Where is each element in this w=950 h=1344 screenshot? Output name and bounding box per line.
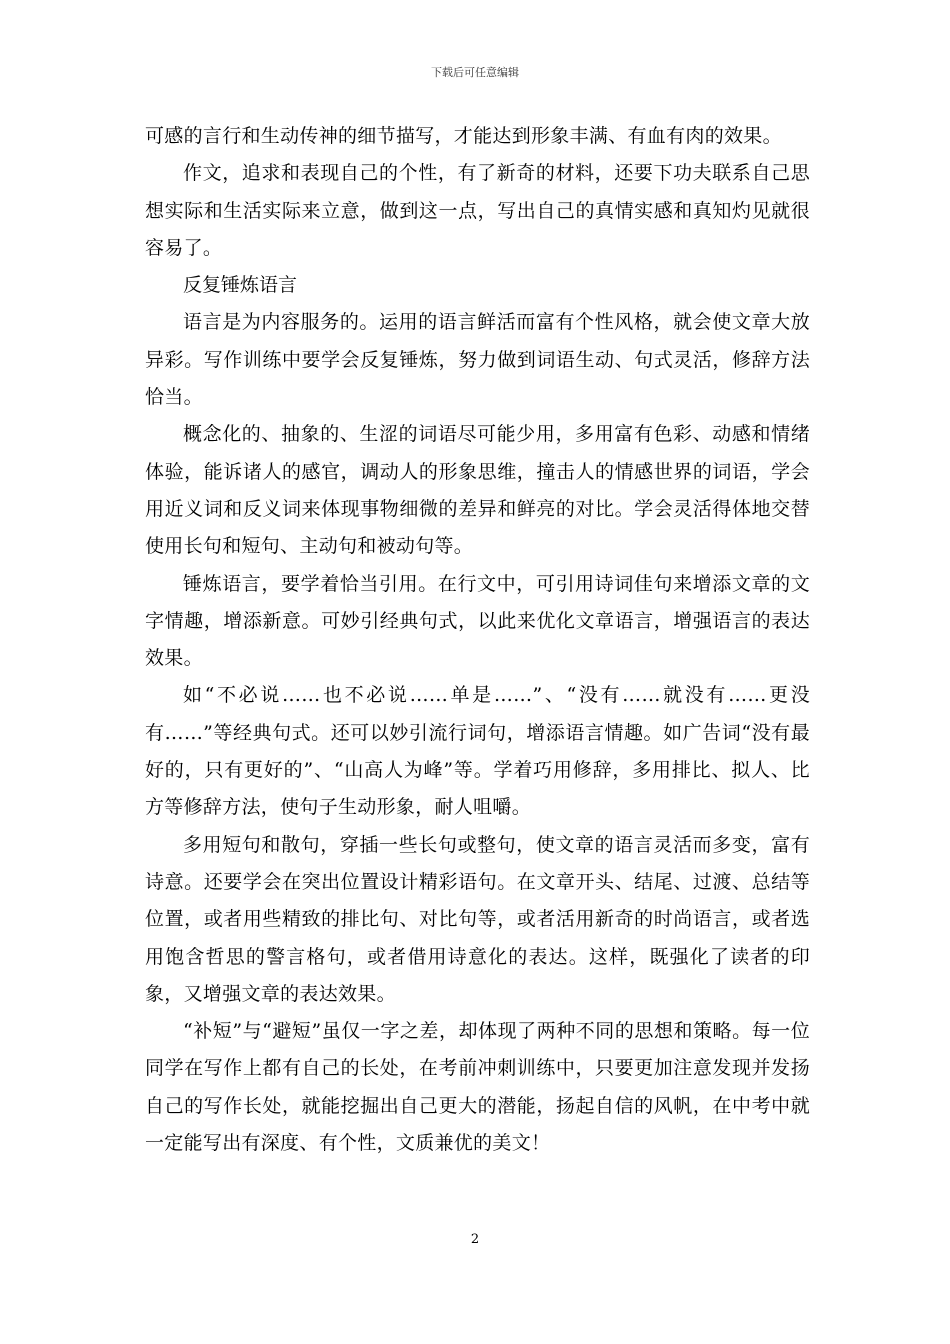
paragraph-conclusion: “补短”与“避短”虽仅一字之差，却体现了两种不同的思想和策略。每一位同学在写作上都有自己的长处，在考前冲刺训练中，只要更加注意发现并发扬自己的写作长处，就能挖掘出自己更大的潜能，扬起自信的风帆，在中考中就一定能写出有深度、有个性，文质兼优的美文！ [145, 1020, 810, 1155]
section-heading-language: 反复锤炼语言 [183, 274, 298, 297]
paragraph-continuation: 可感的言行和生动传神的细节描写，才能达到形象丰满、有血有肉的效果。 [145, 125, 782, 147]
paragraph-word-choice: 概念化的、抽象的、生涩的词语尽可能少用，多用富有色彩、动感和情绪体验，能诉诸人的感官，调动人的形象思维，撞击人的情感世界的词语，学会用近义词和反义词来体现事物细微的差异和鲜亮的对比。学会灵活得体地交替使用长句和短句、主动句和被动句等。 [145, 423, 810, 558]
paragraph-language-service: 语言是为内容服务的。运用的语言鲜活而富有个性风格，就会使文章大放异彩。写作训练中要学会反复锤炼，努力做到词语生动、句式灵活，修辞方法恰当。 [145, 311, 810, 409]
page-header: 下载后可任意编辑 [431, 66, 519, 79]
page-number: 2 [470, 1232, 480, 1247]
paragraph-classic-patterns: 如“不必说……也不必说……单是……”、“没有……就没有……更没有……”等经典句式。还可以妙引流行词句，增添语言情趣。如广告词“没有最好的，只有更好的”、“山高人为峰”等。学着巧用修辞，多用排比、拟人、比方等修辞方法，使句子生动形象，耐人咀嚼。 [145, 684, 810, 819]
paragraph-quotation: 锤炼语言，要学着恰当引用。在行文中，可引用诗词佳句来增添文章的文字情趣，增添新意。可妙引经典句式，以此来优化文章语言，增强语言的表达效果。 [145, 572, 810, 670]
paragraph-individuality: 作文，追求和表现自己的个性，有了新奇的材料，还要下功夫联系自己思想实际和生活实际来立意，做到这一点，写出自己的真情实感和真知灼见就很容易了。 [145, 162, 810, 259]
paragraph-sentence-variety: 多用短句和散句，穿插一些长句或整句，使文章的语言灵活而多变，富有诗意。还要学会在突出位置设计精彩语句。在文章开头、结尾、过渡、总结等位置，或者用些精致的排比句、对比句等，或者活用新奇的时尚语言，或者选用饱含哲思的警言格句，或者借用诗意化的表达。这样，既强化了读者的印象，又增强文章的表达效果。 [145, 833, 810, 1005]
document-body [145, 118, 810, 1162]
